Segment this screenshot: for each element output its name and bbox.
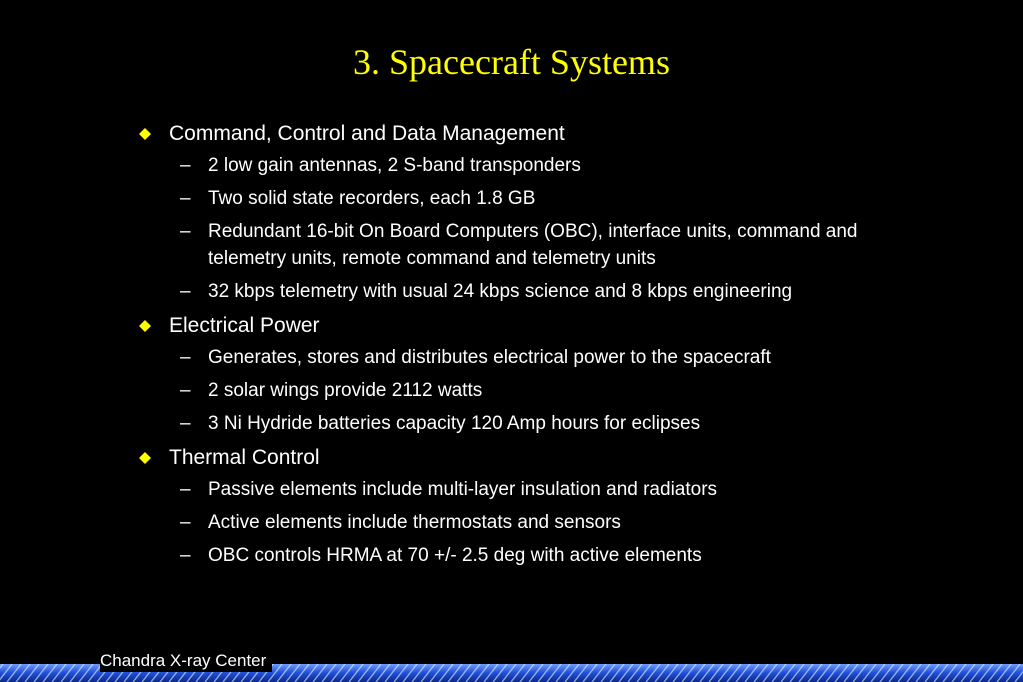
section-electrical-power bbox=[136, 311, 936, 437]
list-item-text: OBC controls HRMA at 70 +/- 2.5 deg with active elements bbox=[208, 545, 702, 566]
list-item-text: Two solid state recorders, each 1.8 GB bbox=[208, 188, 536, 209]
list-item bbox=[136, 218, 936, 272]
dash-bullet-icon: – bbox=[180, 479, 191, 500]
list-item-text: 32 kbps telemetry with usual 24 kbps science and 8 kbps engineering bbox=[208, 281, 793, 302]
list-item bbox=[136, 278, 868, 305]
dash-bullet-icon: – bbox=[180, 281, 191, 302]
slide-title: 3. Spacecraft Systems bbox=[353, 42, 670, 82]
list-item bbox=[136, 185, 936, 212]
list-item bbox=[136, 476, 936, 503]
list-item-text: 3 Ni Hydride batteries capacity 120 Amp hours for eclipses bbox=[208, 413, 701, 434]
section-heading bbox=[136, 311, 936, 341]
list-item-text: Passive elements include multi-layer insulation and radiators bbox=[208, 479, 718, 500]
dash-bullet-icon: – bbox=[180, 545, 191, 566]
list-item-text: Generates, stores and distributes electrical power to the spacecraft bbox=[208, 347, 771, 368]
dash-bullet-icon: – bbox=[180, 413, 191, 434]
list-item bbox=[136, 344, 936, 371]
dash-bullet-icon: – bbox=[180, 221, 191, 242]
list-item-text: 2 low gain antennas, 2 S-band transponders bbox=[208, 155, 581, 176]
section-heading-text: Electrical Power bbox=[169, 314, 320, 337]
list-item bbox=[136, 152, 936, 179]
dash-bullet-icon: – bbox=[180, 512, 191, 533]
section-command-control bbox=[136, 119, 936, 305]
section-thermal-control bbox=[136, 443, 936, 569]
bullet-list bbox=[136, 119, 936, 575]
list-item-text: Active elements include thermostats and sensors bbox=[208, 512, 621, 533]
section-heading bbox=[136, 119, 936, 149]
dash-bullet-icon: – bbox=[180, 347, 191, 368]
list-item bbox=[136, 377, 936, 404]
diamond-bullet-icon bbox=[139, 452, 151, 464]
footer-label: Chandra X-ray Center bbox=[100, 650, 272, 672]
diamond-bullet-icon bbox=[139, 128, 151, 140]
list-item bbox=[136, 509, 936, 536]
diamond-bullet-icon bbox=[139, 320, 151, 332]
list-item bbox=[136, 542, 936, 569]
list-item bbox=[136, 410, 936, 437]
dash-bullet-icon: – bbox=[180, 380, 191, 401]
section-heading-text: Command, Control and Data Management bbox=[169, 122, 565, 145]
dash-bullet-icon: – bbox=[180, 188, 191, 209]
section-heading-text: Thermal Control bbox=[169, 446, 320, 469]
list-item-text: Redundant 16-bit On Board Computers (OBC), interface units, command and telemetry units, remote command and telemetry units bbox=[208, 221, 858, 269]
dash-bullet-icon: – bbox=[180, 155, 191, 176]
section-heading bbox=[136, 443, 936, 473]
list-item-text: 2 solar wings provide 2112 watts bbox=[208, 380, 483, 401]
